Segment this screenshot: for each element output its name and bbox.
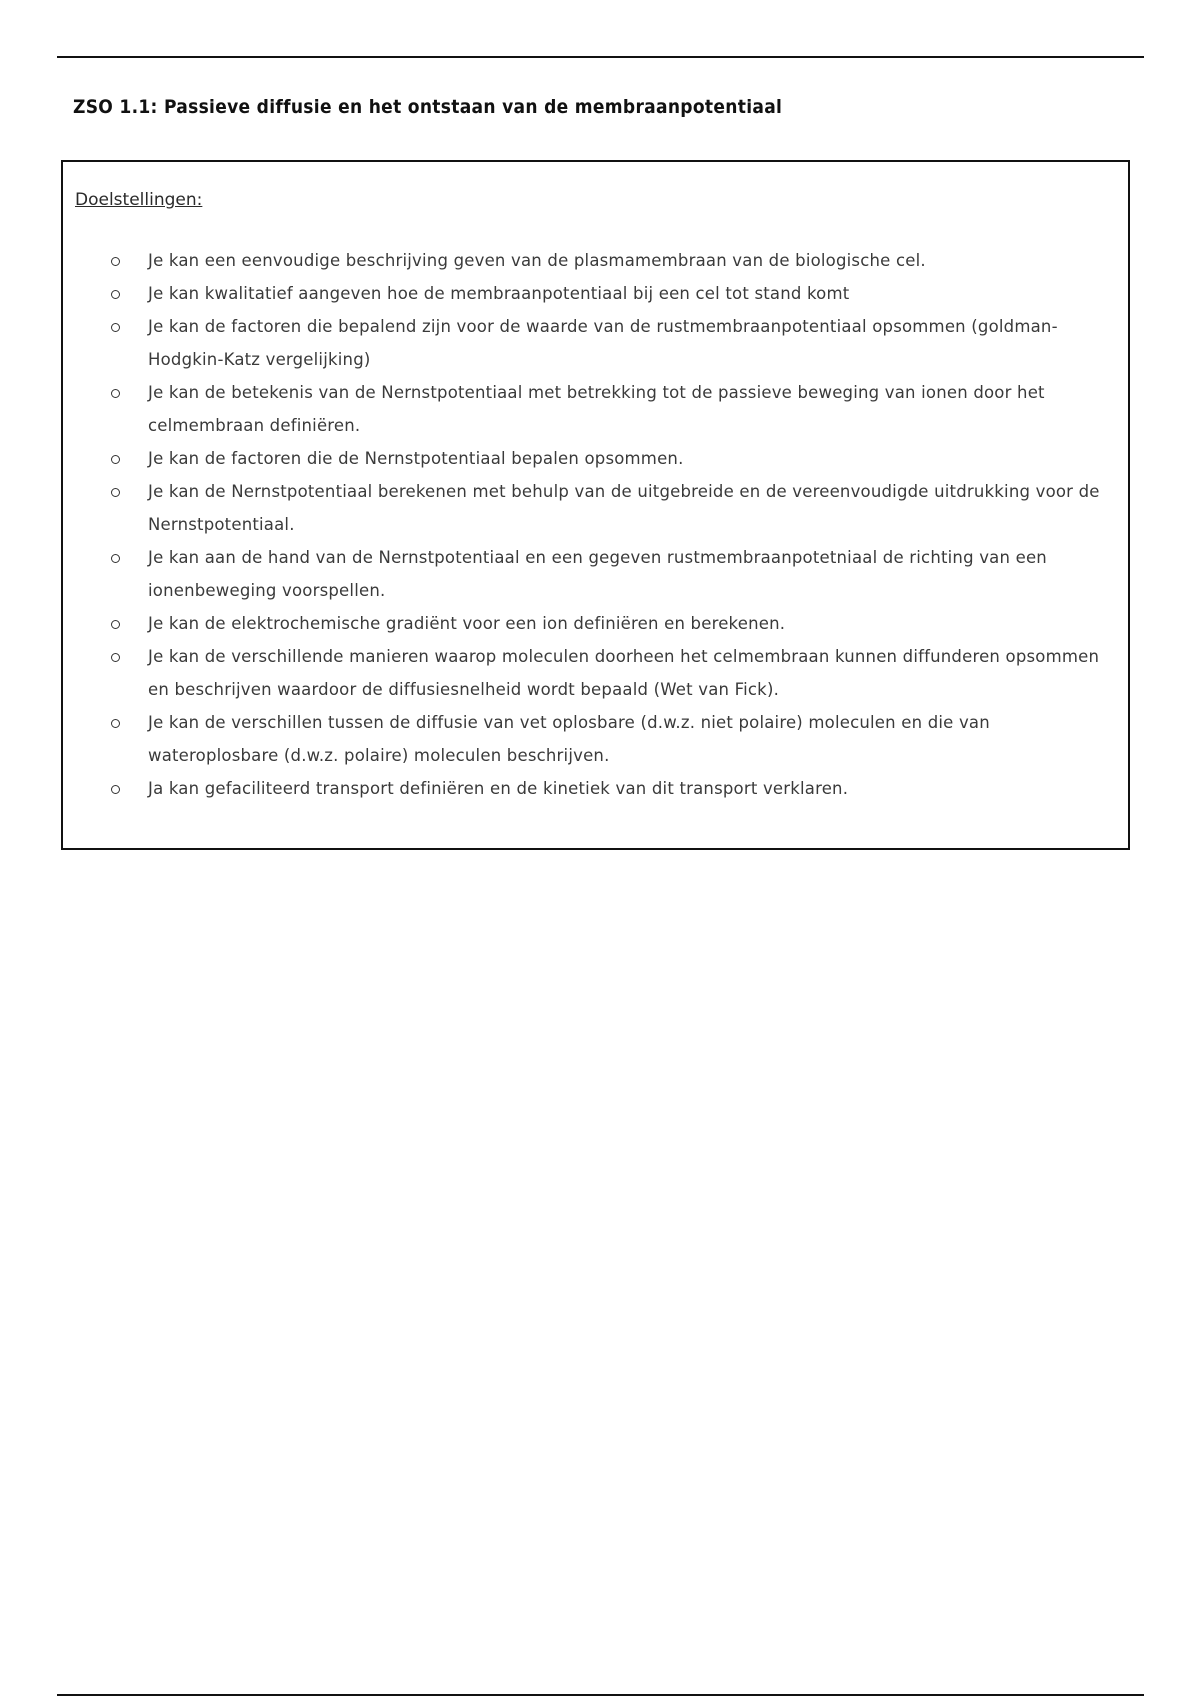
objective-item [108,640,1108,706]
objective-text: Je kan kwalitatief aangeven hoe de membraanpotentiaal bij een cel tot stand komt [148,284,850,303]
circle-outline-icon [111,620,120,629]
circle-outline-icon [111,290,120,299]
objective-item [108,310,1108,376]
footer-rule [57,1694,1144,1696]
objectives-heading: Doelstellingen: [75,190,203,210]
objective-text: Je kan de verschillende manieren waarop moleculen doorheen het celmembraan kunnen diffunderen opsommen en beschrijven waardoor de diffusiesnelheid wordt bepaald (Wet van Fick). [148,647,1100,699]
objective-item [108,541,1108,607]
objective-text: Ja kan gefaciliteerd transport definiëren en de kinetiek van dit transport verklaren. [148,779,849,798]
circle-outline-icon [111,488,120,497]
circle-outline-icon [111,653,120,662]
objective-text: Je kan de Nernstpotentiaal berekenen met behulp van de uitgebreide en de vereenvoudigde uitdrukking voor de Nernstpotentiaal. [148,482,1100,534]
objective-text: Je kan een eenvoudige beschrijving geven van de plasmamembraan van de biologische cel. [148,251,926,270]
objective-list [108,244,1108,805]
objectives-box [61,160,1130,850]
circle-outline-icon [111,257,120,266]
objective-item [108,277,1108,310]
page-title: ZSO 1.1: Passieve diffusie en het ontstaan van de membraanpotentiaal [73,96,783,118]
objective-text: Je kan de verschillen tussen de diffusie van vet oplosbare (d.w.z. niet polaire) moleculen en die van wateroplosbare (d.w.z. polaire) moleculen beschrijven. [148,713,990,765]
objective-item [108,706,1108,772]
objective-text: Je kan de elektrochemische gradiënt voor een ion definiëren en berekenen. [148,614,786,633]
objective-item [108,475,1108,541]
circle-outline-icon [111,719,120,728]
circle-outline-icon [111,389,120,398]
circle-outline-icon [111,785,120,794]
objective-item [108,442,1108,475]
objective-item [108,607,1108,640]
objective-item [108,772,1108,805]
circle-outline-icon [111,554,120,563]
header-rule [57,56,1144,58]
circle-outline-icon [111,323,120,332]
objective-text: Je kan de factoren die de Nernstpotentiaal bepalen opsommen. [148,449,684,468]
objective-text: Je kan aan de hand van de Nernstpotentiaal en een gegeven rustmembraanpotetniaal de richting van een ionenbeweging voorspellen. [148,548,1047,600]
objective-text: Je kan de betekenis van de Nernstpotentiaal met betrekking tot de passieve beweging van ionen door het celmembraan definiëren. [148,383,1045,435]
objective-item [108,244,1108,277]
objective-text: Je kan de factoren die bepalend zijn voor de waarde van de rustmembraanpotentiaal opsommen (goldman-Hodgkin-Katz vergelijking) [148,317,1058,369]
objective-item [108,376,1108,442]
circle-outline-icon [111,455,120,464]
